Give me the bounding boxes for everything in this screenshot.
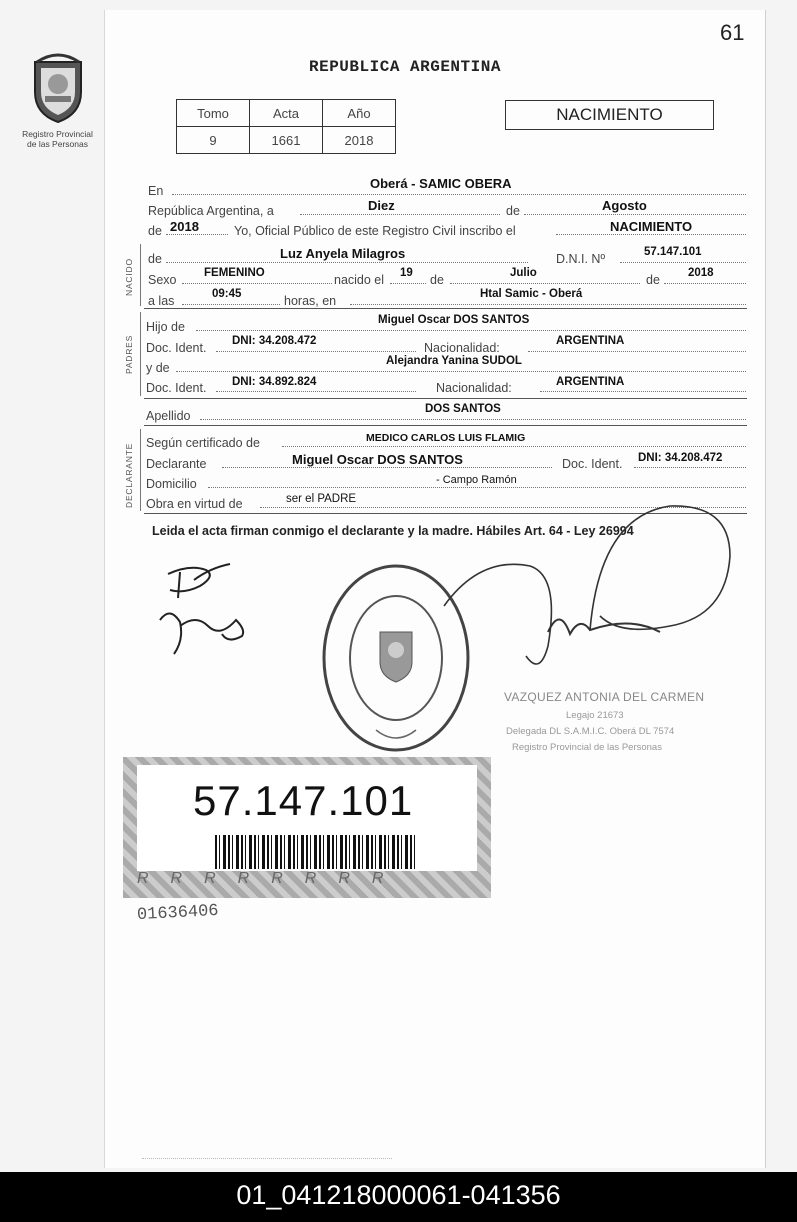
label-de-mes: de (430, 273, 444, 287)
value-nac-mes: Julio (510, 267, 537, 279)
dotted-line (182, 304, 280, 305)
section-divider (140, 312, 141, 396)
value-acta: 1661 (250, 127, 323, 154)
barcode-icon (215, 835, 415, 869)
value-madre-nac: ARGENTINA (556, 376, 625, 388)
value-obra: ser el PADRE (286, 493, 357, 505)
label-sexo: Sexo (148, 273, 177, 287)
label-doc-madre: Doc. Ident. (146, 381, 207, 395)
stamp-delegada: Delegada DL S.A.M.I.C. Oberá DL 7574 (506, 726, 675, 737)
dotted-line (182, 283, 332, 284)
dotted-line (282, 446, 746, 447)
side-label-nacido: NACIDO (124, 258, 134, 296)
value-lugar-nac: Htal Samic - Oberá (480, 288, 583, 300)
value-declarante: Miguel Oscar DOS SANTOS (292, 452, 463, 467)
value-nac-anio: 2018 (688, 267, 714, 279)
label-horas-en: horas, en (284, 294, 337, 308)
header-tomo: Tomo (177, 100, 250, 127)
label-dni: D.N.I. Nº (556, 252, 606, 266)
dotted-line (350, 304, 746, 305)
section-rule (144, 425, 747, 426)
value-lugar: Oberá - SAMIC OBERA (370, 176, 512, 191)
dotted-line (664, 283, 746, 284)
label-de-nac-anio: de (646, 273, 660, 287)
dotted-line (166, 262, 528, 263)
logo-caption-1: Registro Provincial (22, 129, 93, 139)
registry-table (176, 99, 396, 154)
section-divider (140, 429, 141, 511)
dotted-line (556, 234, 746, 235)
value-declarante-doc: DNI: 34.208.472 (638, 452, 723, 464)
side-label-padres: PADRES (124, 334, 134, 374)
dotted-line (176, 371, 746, 372)
label-nac-padre: Nacionalidad: (424, 341, 500, 355)
value-anio: 2018 (323, 127, 396, 154)
stamp-legajo: Legajo 21673 (566, 710, 624, 721)
logo-caption-2: de las Personas (27, 139, 88, 149)
handwritten-signature-officer (430, 496, 735, 686)
ticket-label (137, 765, 477, 871)
value-anio-texto: 2018 (170, 219, 199, 234)
side-label-declarante: DECLARANTE (124, 442, 134, 508)
value-apellido: DOS SANTOS (425, 403, 501, 415)
dotted-line (208, 487, 746, 488)
label-republica: República Argentina, a (148, 204, 274, 218)
dotted-line (216, 391, 416, 392)
dotted-line (196, 330, 746, 331)
label-nac-madre: Nacionalidad: (436, 381, 512, 395)
header-acta: Acta (250, 100, 323, 127)
faint-line (142, 1158, 392, 1163)
value-tomo: 9 (177, 127, 250, 154)
dotted-line (450, 283, 640, 284)
stamp-officer-name: VAZQUEZ ANTONIA DEL CARMEN (504, 690, 705, 704)
dotted-line (216, 351, 416, 352)
dotted-line (528, 351, 746, 352)
value-dni: 57.147.101 (644, 246, 702, 258)
dotted-line (300, 214, 500, 215)
label-en: En (148, 184, 164, 198)
label-segun: Según certificado de (146, 436, 260, 450)
page-number: 61 (720, 20, 745, 45)
value-sexo: FEMENINO (204, 267, 265, 279)
value-madre: Alejandra Yanina SUDOL (386, 355, 522, 367)
record-type-box: NACIMIENTO (505, 100, 714, 130)
dotted-line (540, 391, 746, 392)
dotted-line (634, 467, 746, 468)
value-dia: Diez (368, 198, 395, 213)
label-yo-oficial: Yo, Oficial Público de este Registro Civil inscribo el (234, 224, 516, 238)
value-domicilio: - Campo Ramón (436, 474, 517, 486)
value-certificado: MEDICO CARLOS LUIS FLAMIG (366, 432, 526, 444)
handwritten-signature-mother (150, 560, 260, 660)
ticket-pattern: RRRRRRRR (137, 870, 406, 887)
section-rule (144, 398, 747, 399)
label-declarante: Declarante (146, 457, 207, 471)
label-y-de: y de (146, 361, 170, 375)
provincial-seal-icon (27, 48, 89, 124)
value-madre-doc: DNI: 34.892.824 (232, 376, 317, 388)
label-doc-declarante: Doc. Ident. (562, 457, 623, 471)
stamp-registro: Registro Provincial de las Personas (512, 742, 662, 753)
header-anio: Año (323, 100, 396, 127)
value-padre-doc: DNI: 34.208.472 (232, 335, 317, 347)
label-a-las: a las (148, 294, 175, 308)
label-hijo-de: Hijo de (146, 320, 185, 334)
dotted-line (620, 262, 746, 263)
section-rule (144, 308, 747, 309)
label-de-anio: de (148, 224, 162, 238)
label-de: de (506, 204, 520, 218)
label-apellido: Apellido (146, 409, 191, 423)
label-doc-padre: Doc. Ident. (146, 341, 207, 355)
section-divider (140, 244, 141, 306)
ticket-number: 57.147.101 (193, 777, 414, 824)
dotted-line (172, 194, 746, 195)
dotted-line (166, 234, 228, 235)
footer-code: 01_041218000061-041356 (0, 1172, 797, 1222)
value-padre: Miguel Oscar DOS SANTOS (378, 314, 530, 326)
value-hora: 09:45 (212, 288, 242, 300)
value-nombre: Luz Anyela Milagros (280, 246, 406, 261)
dotted-line (200, 419, 746, 420)
value-padre-nac: ARGENTINA (556, 335, 625, 347)
label-de-nombre: de (148, 252, 162, 266)
dotted-line (524, 214, 746, 215)
legal-text: Leida el acta firman conmigo el declarante y la madre. Hábiles Art. 64 - Ley 26994 (152, 524, 634, 538)
dotted-line (390, 283, 426, 284)
value-mes: Agosto (602, 198, 647, 213)
value-nac-dia: 19 (400, 267, 413, 279)
label-obra: Obra en virtud de (146, 497, 243, 511)
dni-ticket (123, 757, 491, 898)
ticket-code: 01636406 (136, 901, 220, 926)
label-nacido-el: nacido el (334, 273, 385, 287)
value-tipo: NACIMIENTO (610, 219, 693, 234)
label-domicilio: Domicilio (146, 477, 197, 491)
document-title: REPUBLICA ARGENTINA (309, 58, 501, 76)
registry-logo (10, 48, 105, 149)
dotted-line (222, 467, 552, 468)
